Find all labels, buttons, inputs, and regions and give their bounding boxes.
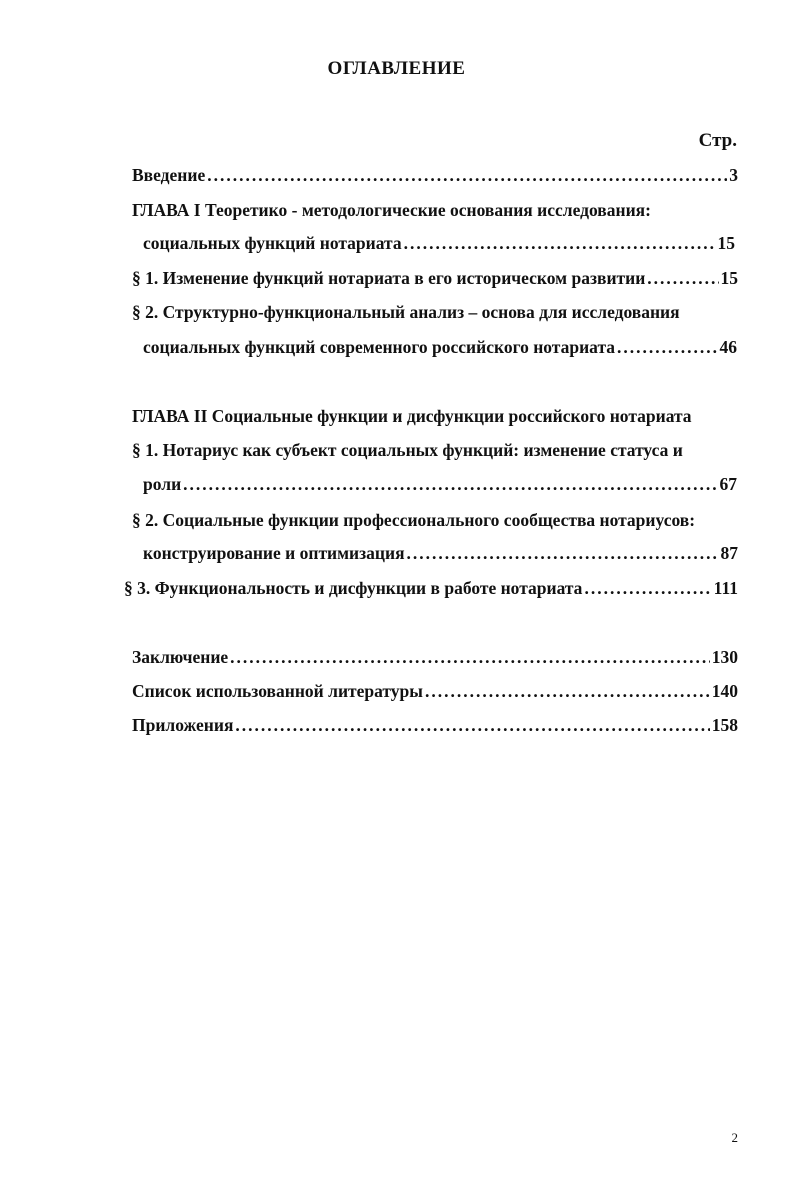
toc-entry-page: 140	[711, 681, 738, 701]
toc-entry-text: § 1. Изменение функций нотариата в его историческом развитии	[132, 268, 646, 288]
toc-entry-text: социальных функций современного российского нотариата	[143, 337, 616, 357]
toc-entry-page: 46	[719, 337, 737, 357]
leader-dots	[230, 645, 710, 669]
toc-entry-page: 15	[717, 233, 735, 253]
toc-entry-conclusion	[132, 645, 738, 669]
leader-dots	[425, 679, 710, 703]
toc-chapter-1-title: ГЛАВА I Теоретико - методологические основания исследования:	[132, 200, 651, 220]
leader-dots	[584, 576, 711, 600]
page-number: 2	[731, 1130, 738, 1145]
toc-entry-page: 87	[720, 543, 738, 563]
toc-entry-ch2-s3	[124, 576, 738, 600]
toc-entry-text: роли	[143, 474, 182, 494]
toc-entry-text: Список использованной литературы	[132, 681, 423, 701]
toc-entry-ch1-s1	[132, 266, 738, 290]
leader-dots	[404, 231, 716, 255]
toc-entry-ch2-s1	[143, 472, 737, 496]
toc-entry-page: 158	[711, 715, 738, 735]
page-title: ОГЛАВЛЕНИЕ	[327, 58, 466, 79]
toc-chapter-2-title: ГЛАВА II Социальные функции и дисфункции российского нотариата	[132, 406, 692, 426]
toc-entry-text: § 3. Функциональность и дисфункции в работе нотариата	[124, 578, 583, 598]
toc-entry-ch2-s1-line1: § 1. Нотариус как субъект социальных функций: изменение статуса и	[132, 440, 683, 460]
toc-entry-page: 111	[713, 578, 738, 598]
toc-entry-appendices	[132, 713, 738, 737]
toc-entry-text: Приложения	[132, 715, 234, 735]
toc-entry-page: 15	[720, 268, 738, 288]
leader-dots	[407, 541, 719, 565]
toc-entry-page: 67	[719, 474, 737, 494]
toc-entry-ch2-s2	[143, 541, 738, 565]
toc-entry-page: 130	[711, 647, 738, 667]
toc-entry-text: Заключение	[132, 647, 229, 667]
toc-entry-ch1-cont	[143, 231, 735, 255]
leader-dots	[235, 713, 709, 737]
leader-dots	[617, 335, 717, 359]
toc-entry-references	[132, 679, 738, 703]
toc-entry-text: социальных функций нотариата	[143, 233, 402, 253]
toc-entry-text: конструирование и оптимизация	[143, 543, 405, 563]
toc-entry-intro	[132, 163, 738, 187]
page-column-header: Стр.	[698, 130, 737, 151]
leader-dots	[647, 266, 718, 290]
toc-entry-page: 3	[729, 165, 738, 185]
leader-dots	[207, 163, 727, 187]
toc-entry-ch1-s2	[143, 335, 737, 359]
leader-dots	[183, 472, 717, 496]
toc-entry-ch1-s2-line1: § 2. Структурно-функциональный анализ – основа для исследования	[132, 302, 680, 322]
toc-entry-ch2-s2-line1: § 2. Социальные функции профессионального сообщества нотариусов:	[132, 510, 696, 530]
toc-entry-text: Введение	[132, 165, 206, 185]
